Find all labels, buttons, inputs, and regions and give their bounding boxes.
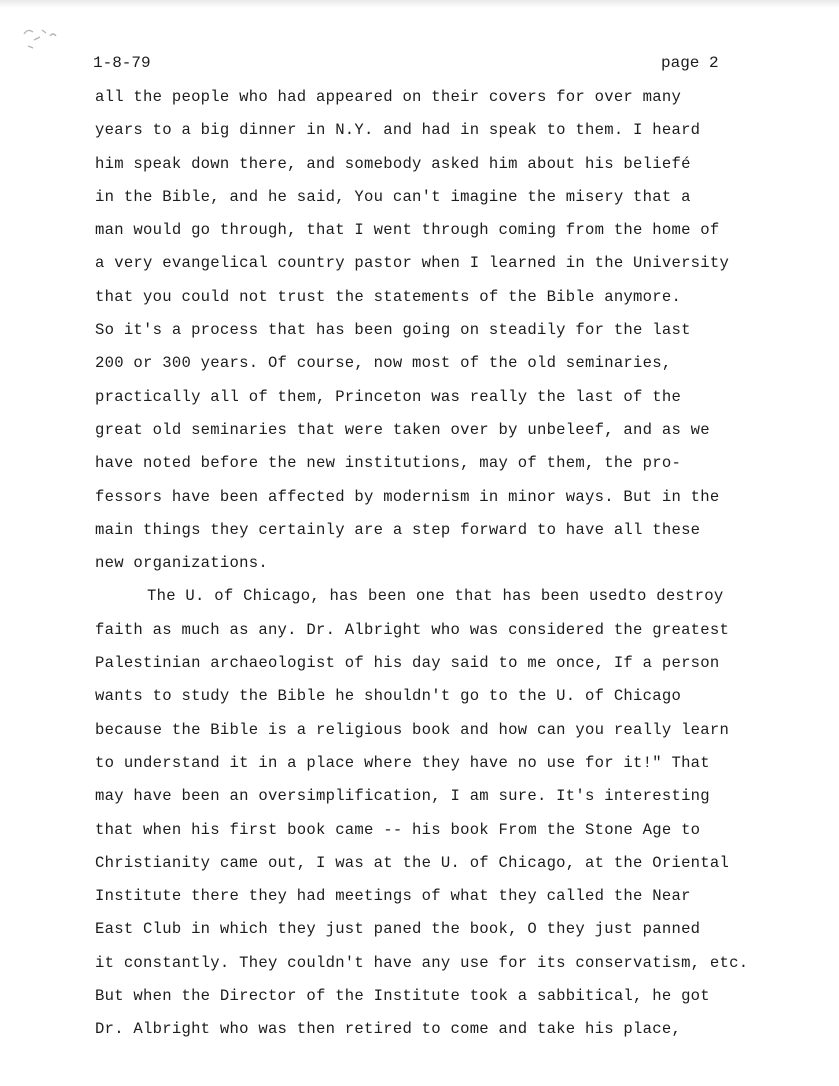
text-line: to understand it in a place where they have no use for it!" That <box>95 753 710 772</box>
page-number: page 2 <box>661 54 719 72</box>
text-line: practically all of them, Princeton was really the last of the <box>95 387 682 406</box>
document-body <box>95 86 815 1052</box>
text-line: But when the Director of the Institute took a sabbitical, he got <box>95 987 710 1006</box>
text-line: Dr. Albright who was then retired to come and take his place, <box>95 1020 682 1039</box>
text-line: because the Bible is a religious book and how can you really learn <box>95 720 730 739</box>
text-line: new organizations. <box>95 554 268 573</box>
scan-artifact-mark <box>20 22 80 62</box>
text-line: have noted before the new institutions, may of them, the pro- <box>95 454 682 473</box>
text-line: all the people who had appeared on their covers for over many <box>95 88 682 106</box>
page-top-edge <box>0 0 839 8</box>
text-line: man would go through, that I went through coming from the home of <box>95 221 720 240</box>
document-date: 1-8-79 <box>93 54 151 72</box>
text-line: main things they certainly are a step forward to have all these <box>95 520 701 539</box>
text-line: fessors have been affected by modernism in minor ways. But in the <box>95 487 720 506</box>
text-line: in the Bible, and he said, You can't imagine the misery that a <box>95 187 691 206</box>
text-line: wants to study the Bible he shouldn't go to the U. of Chicago <box>95 687 682 706</box>
text-line: East Club in which they just paned the book, O they just panned <box>95 920 701 939</box>
text-line: great old seminaries that were taken over by unbeleef, and as we <box>95 420 710 439</box>
text-line: it constantly. They couldn't have any use for its conservatism, etc. <box>95 953 749 972</box>
text-line: So it's a process that has been going on steadily for the last <box>95 321 691 340</box>
text-line: him speak down there, and somebody asked him about his beliefé <box>95 154 691 173</box>
text-line: Christianity came out, I was at the U. of Chicago, at the Oriental <box>95 853 730 872</box>
text-line: that you could not trust the statements of the Bible anymore. <box>95 287 682 306</box>
text-line: 200 or 300 years. Of course, now most of the old seminaries, <box>95 354 672 373</box>
text-line: may have been an oversimplification, I am sure. It's interesting <box>95 787 710 806</box>
text-line: faith as much as any. Dr. Albright who was considered the greatest <box>95 620 730 639</box>
text-line: years to a big dinner in N.Y. and had in speak to them. I heard <box>95 121 701 140</box>
text-line: a very evangelical country pastor when I learned in the University <box>95 254 730 273</box>
paragraph-start-line: The U. of Chicago, has been one that has been usedto destroy <box>147 587 724 606</box>
text-line: Institute there they had meetings of what they called the Near <box>95 887 691 906</box>
text-line: Palestinian archaeologist of his day said to me once, If a person <box>95 654 720 673</box>
text-line: that when his first book came -- his book From the Stone Age to <box>95 820 701 839</box>
